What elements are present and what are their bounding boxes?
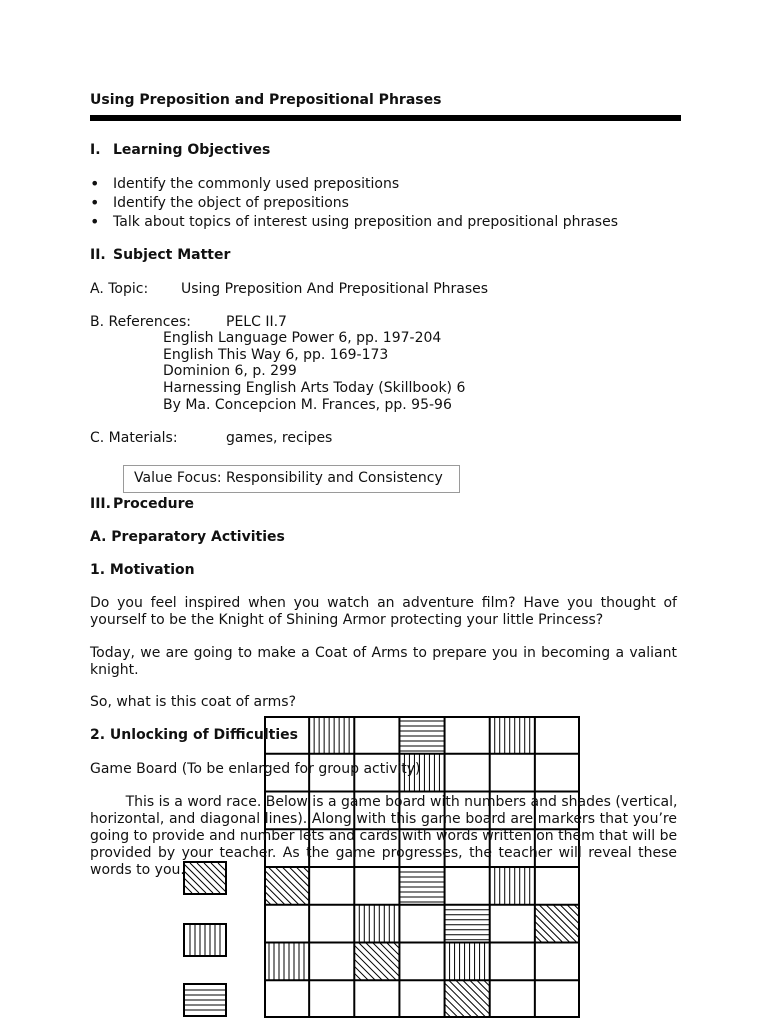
motivation-question: So, what is this coat of arms? — [90, 694, 297, 710]
paragraph-line: provided by your teacher. As the game progresses, the teacher will reveal these — [90, 845, 677, 861]
vertical-hatch — [269, 943, 309, 981]
paragraph-line: Today, we are going to make a Coat of Arms to prepare you in becoming a valiant — [90, 645, 677, 661]
motivation-heading: 1. Motivation — [90, 562, 195, 578]
section-1-heading: Learning Objectives — [113, 142, 271, 158]
objective-text: Identify the object of prepositions — [113, 195, 349, 211]
vertical-hatch — [359, 905, 399, 943]
vertical-hatch — [495, 716, 535, 754]
value-focus-box — [123, 465, 460, 493]
paragraph-line: yourself to be the Knight of Shining Armor protecting your little Princess? — [90, 612, 604, 628]
game-board-label: Game Board (To be enlarged for group activity) — [90, 761, 421, 777]
reference-item: By Ma. Concepcion M. Frances, pp. 95-96 — [163, 397, 452, 413]
section-2-heading: Subject Matter — [113, 247, 231, 263]
subsection-a-heading: A. Preparatory Activities — [90, 529, 285, 545]
paragraph-line: knight. — [90, 662, 139, 678]
vertical-hatch — [450, 943, 490, 981]
objective-text: Identify the commonly used prepositions — [113, 176, 400, 192]
document-title: Using Preposition and Prepositional Phrases — [90, 92, 442, 108]
horizontal-pattern-swatch — [183, 983, 227, 1017]
vertical-hatch — [314, 716, 354, 754]
section-2-number: II. — [90, 247, 106, 263]
bullet-icon: • — [90, 174, 100, 193]
vertical-pattern-swatch — [183, 923, 227, 957]
paragraph-line: Do you feel inspired when you watch an adventure film? Have you thought of — [90, 595, 677, 611]
reference-first: PELC II.7 — [226, 314, 287, 330]
motivation-paragraph-2 — [90, 645, 677, 679]
bullet-icon: • — [90, 212, 100, 231]
reference-item: English Language Power 6, pp. 197-204 — [163, 330, 442, 346]
vertical-hatch — [190, 925, 220, 955]
section-3-heading: Procedure — [113, 496, 194, 512]
section-3-number: III. — [90, 496, 111, 512]
bullet-icon: • — [90, 193, 100, 212]
objective-text: Talk about topics of interest using preposition and prepositional phrases — [113, 214, 619, 230]
paragraph-line: This is a word race. Below is a game board with numbers and shades (vertical, — [90, 794, 678, 810]
reference-item: Dominion 6, p. 299 — [163, 363, 297, 379]
title-rule — [90, 115, 681, 121]
diagonal-hatch — [317, 943, 432, 981]
paragraph-line: words to you. — [90, 862, 185, 878]
value-focus-text: Value Focus: Responsibility and Consistency — [134, 470, 443, 486]
section-1-number: I. — [90, 142, 101, 158]
horizontal-hatch — [399, 721, 444, 751]
paragraph-line: horizontal, and diagonal lines). Along with this game board are markers that you’re — [90, 811, 677, 827]
materials-value: games, recipes — [226, 430, 333, 446]
topic-label: A. Topic: — [90, 281, 149, 297]
diagonal-hatch — [183, 863, 227, 893]
game-paragraph — [90, 794, 677, 879]
diagonal-hatch — [497, 905, 580, 943]
references-label: B. References: — [90, 314, 192, 330]
paragraph-line: going to provide and number lets and cards with words written on them that will be — [90, 828, 678, 844]
diagonal-hatch — [407, 980, 522, 1018]
motivation-paragraph-1 — [90, 595, 677, 629]
horizontal-hatch — [445, 910, 490, 940]
reference-item: Harnessing English Arts Today (Skillbook) 6 — [163, 380, 466, 396]
materials-label: C. Materials: — [90, 430, 178, 446]
diagonal-pattern-swatch — [183, 861, 227, 895]
horizontal-hatch — [185, 990, 225, 1010]
reference-item: English This Way 6, pp. 169-173 — [163, 347, 389, 363]
topic-value: Using Preposition And Prepositional Phrases — [181, 281, 489, 297]
unlocking-heading: 2. Unlocking of Difficulties — [90, 727, 298, 743]
